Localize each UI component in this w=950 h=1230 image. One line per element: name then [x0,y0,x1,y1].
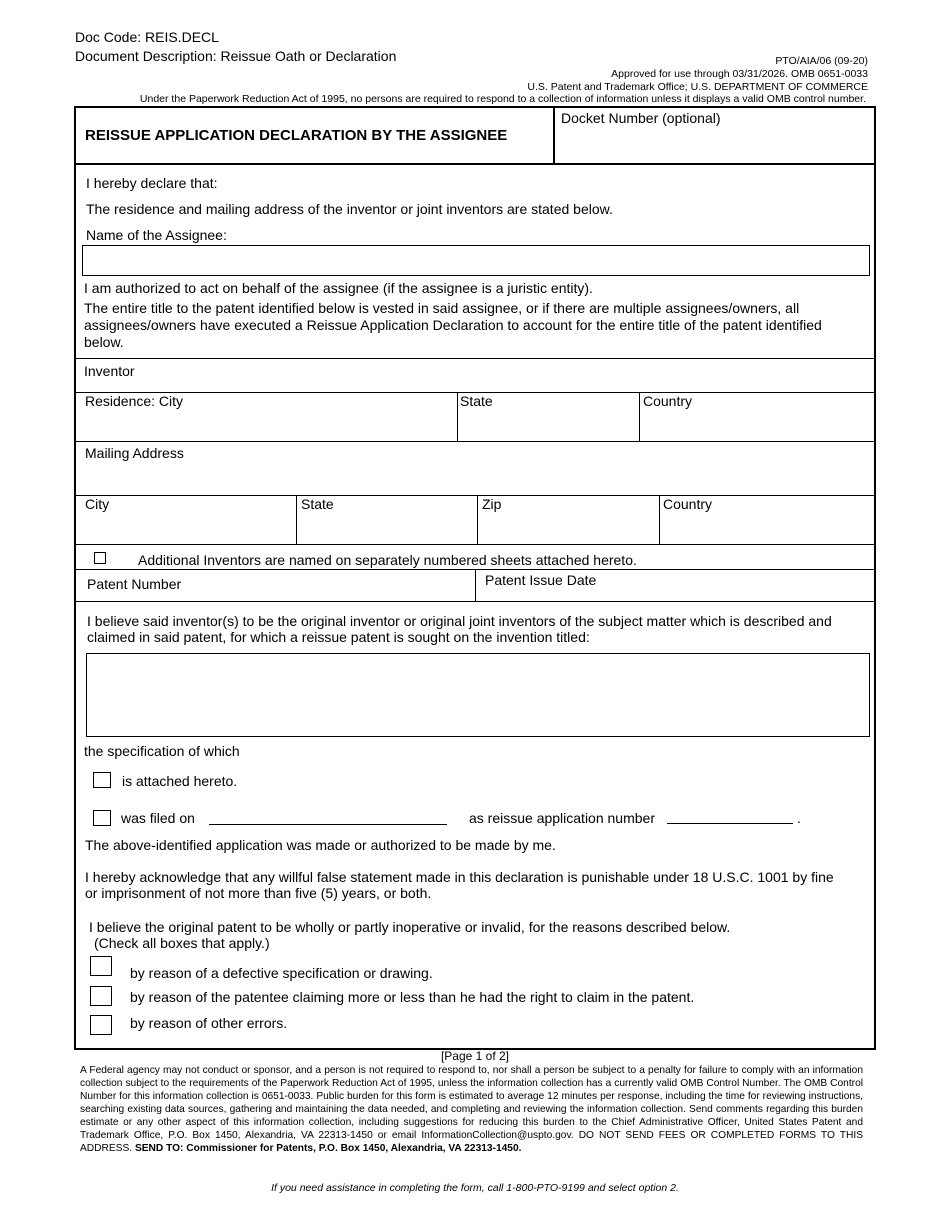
agency: U.S. Patent and Trademark Office; U.S. DEPARTMENT OF COMMERCE [527,81,868,93]
entire-title-text: The entire title to the patent identified below is vested in said assignee, or if there are multiple assignees/owners, all assignees/owners have executed a Reissue Application Declaration to account for the entire title of the patent identified below. [84,300,822,350]
assignee-label: Name of the Assignee: [86,227,227,243]
divider [553,108,555,164]
other-errors-checkbox[interactable] [90,1015,112,1035]
divider [76,544,874,545]
divider [639,392,640,441]
doc-description: Document Description: Reissue Oath or Declaration [75,48,397,64]
divider [296,495,297,544]
residence-country-field[interactable]: Country [643,393,693,409]
declaration-form [74,106,876,1050]
reissue-number-text: as reissue application number [469,810,655,826]
acknowledge-text: I hereby acknowledge that any willful false statement made in this declaration is punishable under 18 U.S.C. 1001 by fine or imprisonment of not more than five (5) years, or both. [85,869,834,901]
omb-approval: Approved for use through 03/31/2026. OMB 0651-0033 [611,68,868,80]
filed-on-checkbox[interactable] [93,810,111,826]
patent-number-field[interactable]: Patent Number [87,576,182,592]
reason-other-text: by reason of other errors. [130,1015,288,1031]
specification-text: the specification of which [84,743,240,759]
residence-statement: The residence and mailing address of the inventor or joint inventors are stated below. [86,201,613,217]
divider [76,601,874,602]
mailing-city-field[interactable]: City [85,496,110,512]
page-number: [Page 1 of 2] [440,1049,510,1063]
doc-code: Doc Code: REIS.DECL [75,29,219,45]
paperwork-notice: Under the Paperwork Reduction Act of 1995, no persons are required to respond to a collection of information unless it displays a valid OMB control number. [139,93,866,105]
additional-inventors-text: Additional Inventors are named on separately numbered sheets attached hereto. [138,552,637,568]
filing-date-input[interactable] [209,824,447,825]
form-info [527,55,868,94]
divider [76,441,874,442]
believe-original-text: I believe said inventor(s) to be the original inventor or original joint inventors of the subject matter which is described and claimed in said patent, for which a reissue patent is sought on the invention titled: [87,613,832,645]
reissue-application-number-input[interactable] [667,823,793,824]
check-all-text: (Check all boxes that apply.) [94,935,270,951]
divider [76,495,874,496]
docket-number-label: Docket Number (optional) [561,110,721,126]
send-to-text: SEND TO: Commissioner for Patents, P.O. Box 1450, Alexandria, VA 22313-1450. [134,1143,522,1154]
assistance-text: If you need assistance in completing the form, call 1-800-PTO-9199 and select option 2. [271,1182,679,1194]
divider [477,495,478,544]
form-title: REISSUE APPLICATION DECLARATION BY THE ASSIGNEE [85,127,508,144]
attached-hereto-checkbox[interactable] [93,772,111,788]
burden-text: A Federal agency may not conduct or sponsor, and a person is not required to respond to, nor shall a person be subject to a penalty for failure to comply with an information collection subject to the requirements of the Paperwork Reduction Act of 1995, unless the information collection has a currently valid OMB Control Number. The OMB Control Number for this information collection is 0651-0033. Public burden for this form is estimated to average 12 minutes per response, including the time for reviewing instructions, searching existing data sources, gathering and maintaining the data needed, and completing and reviewing the information collection. Send comments regarding this burden estimate or any other aspect of this information collection, including suggestions for reducing this burden to the Chief Administrative Officer, United States Patent and Trademark Office, P.O. Box 1450, Alexandria, VA 22313-1450 or email InformationCollection@uspto.gov. DO NOT SEND FEES OR COMPLETED FORMS TO THIS ADDRESS. [80,1065,863,1154]
divider [76,358,874,359]
mailing-address-field[interactable]: Mailing Address [85,445,184,461]
reason-defective-text: by reason of a defective specification or drawing. [130,965,433,981]
defective-specification-checkbox[interactable] [90,956,112,976]
divider [457,392,458,441]
divider [76,163,874,165]
declare-text: I hereby declare that: [86,175,218,191]
mailing-state-field[interactable]: State [301,496,334,512]
burden-statement [80,1064,863,1155]
residence-city-field[interactable]: Residence: City [85,393,184,409]
invention-title-input[interactable] [86,653,870,737]
reason-claiming-text: by reason of the patentee claiming more or less than he had the right to claim in the patent. [130,989,695,1005]
inventor-label: Inventor [84,363,135,379]
assignee-name-input[interactable] [82,245,870,276]
believe-inoperative-text: I believe the original patent to be wholly or partly inoperative or invalid, for the reasons described below. [89,919,731,935]
filed-on-text: was filed on [121,810,195,826]
claiming-more-or-less-checkbox[interactable] [90,986,112,1006]
above-identified-text: The above-identified application was made or authorized to be made by me. [85,837,556,853]
attached-hereto-text: is attached hereto. [122,773,238,789]
residence-state-field[interactable]: State [460,393,493,409]
mailing-country-field[interactable]: Country [663,496,713,512]
mailing-zip-field[interactable]: Zip [482,496,502,512]
period: . [797,810,801,826]
additional-inventors-checkbox[interactable] [94,552,106,564]
form-number: PTO/AIA/06 (09-20) [775,55,868,67]
divider [475,569,476,601]
divider [659,495,660,544]
patent-issue-date-field[interactable]: Patent Issue Date [485,572,597,588]
document-header [75,28,396,66]
authorized-text: I am authorized to act on behalf of the assignee (if the assignee is a juristic entity). [84,280,593,296]
